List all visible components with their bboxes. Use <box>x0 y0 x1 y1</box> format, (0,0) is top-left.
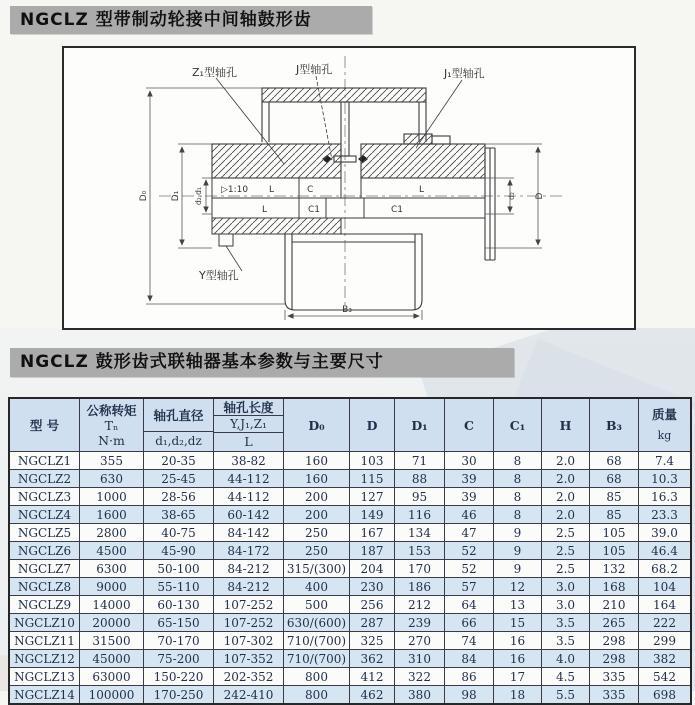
value-cell: 3.0 <box>542 578 590 595</box>
value-cell: 70-170 <box>144 632 214 649</box>
value-cell: 299 <box>653 633 676 648</box>
value-cell: 25-45 <box>144 470 214 487</box>
model-cell: NGCLZ6 <box>10 542 80 559</box>
value-cell: 200 <box>284 488 350 505</box>
header-D1: D₁ <box>395 399 445 451</box>
value-cell: 7.4 <box>654 453 675 468</box>
value-cell: 160 <box>284 470 350 487</box>
value-cell: 800 <box>284 686 350 703</box>
value-cell: 355 <box>80 452 144 469</box>
value-cell: 310 <box>395 650 445 667</box>
value-cell: 2.0 <box>542 470 590 487</box>
coupling-diagram-box <box>62 46 636 330</box>
value-cell: 15 <box>494 614 542 631</box>
header-C1: C₁ <box>494 399 542 451</box>
value-cell: 150-220 <box>144 668 214 685</box>
value-cell: 52 <box>445 542 494 559</box>
value-cell: 28-56 <box>144 488 214 505</box>
value-cell: 242-410 <box>214 686 284 703</box>
coupling-diagram <box>64 48 634 328</box>
value-cell: 63000 <box>80 668 144 685</box>
value-cell: 44-112 <box>214 488 284 505</box>
dim-C1-left-label: C1 <box>308 205 321 215</box>
value-cell: 149 <box>350 506 395 523</box>
dim-D1-label: D₁ <box>171 190 181 202</box>
header-mass: 质量 kg <box>651 407 677 442</box>
value-cell: 104 <box>653 579 676 594</box>
value-cell: 71 <box>395 452 445 469</box>
value-cell: 170 <box>395 560 445 577</box>
model-cell: NGCLZ9 <box>10 596 80 613</box>
value-cell: 382 <box>653 651 676 666</box>
dim-L-lower-label: L <box>262 205 268 215</box>
model-cell: NGCLZ8 <box>10 578 80 595</box>
value-cell: 4.5 <box>542 668 590 685</box>
value-cell: 95 <box>395 488 445 505</box>
value-cell: 107-302 <box>214 632 284 649</box>
value-cell: 132 <box>590 560 639 577</box>
value-cell: 210 <box>590 596 639 613</box>
value-cell: 500 <box>284 596 350 613</box>
value-cell: 186 <box>395 578 445 595</box>
value-cell: 127 <box>350 488 395 505</box>
value-cell: 298 <box>590 632 639 649</box>
value-cell: 800 <box>284 668 350 685</box>
value-cell: 134 <box>395 524 445 541</box>
value-cell: 170-250 <box>144 686 214 703</box>
value-cell: 68 <box>590 470 639 487</box>
value-cell: 2.5 <box>542 524 590 541</box>
value-cell: 100000 <box>80 686 144 703</box>
value-cell: 3.5 <box>542 632 590 649</box>
value-cell: 10.3 <box>651 471 678 486</box>
header-H: H <box>542 399 590 451</box>
value-cell: 84-172 <box>214 542 284 559</box>
value-cell: 315/(300) <box>284 560 350 577</box>
value-cell: 107-352 <box>214 650 284 667</box>
model-cell: NGCLZ4 <box>10 506 80 523</box>
value-cell: 46 <box>445 506 494 523</box>
header-bore-diameter: 轴孔直径 d₁,d₂,dz <box>144 399 214 451</box>
value-cell: 462 <box>350 686 395 703</box>
model-cell: NGCLZ14 <box>10 686 80 703</box>
value-cell: 107-252 <box>214 614 284 631</box>
table-row <box>10 613 690 631</box>
dim-B3-label: B₃ <box>342 305 352 315</box>
value-cell: 335 <box>590 668 639 685</box>
value-cell: 1000 <box>80 488 144 505</box>
dim-B3 <box>285 310 422 320</box>
value-cell: 13 <box>494 596 542 613</box>
value-cell: 16.3 <box>651 489 678 504</box>
value-cell: 2.0 <box>542 488 590 505</box>
value-cell: 9000 <box>80 578 144 595</box>
value-cell: 710/(700) <box>284 632 350 649</box>
value-cell: 2.0 <box>542 506 590 523</box>
table-row <box>10 631 690 649</box>
table-row <box>10 577 690 595</box>
value-cell: 250 <box>284 524 350 541</box>
table-row <box>10 667 690 685</box>
value-cell: 362 <box>350 650 395 667</box>
table-row <box>10 541 690 559</box>
dim-d2-label: d₂ <box>507 192 516 200</box>
value-cell: 2.5 <box>542 542 590 559</box>
value-cell: 298 <box>590 650 639 667</box>
dim-C1-right-label: C1 <box>391 205 404 215</box>
value-cell: 68.2 <box>651 561 678 576</box>
value-cell: 66 <box>445 614 494 631</box>
value-cell: 4500 <box>80 542 144 559</box>
value-cell: 88 <box>395 470 445 487</box>
dim-D-label: D <box>535 192 545 200</box>
value-cell: 103 <box>350 452 395 469</box>
value-cell: 52 <box>445 560 494 577</box>
taper-label: ▷1:10 <box>221 185 249 195</box>
value-cell: 8 <box>494 488 542 505</box>
value-cell: 3.0 <box>542 596 590 613</box>
value-cell: 86 <box>445 668 494 685</box>
value-cell: 204 <box>350 560 395 577</box>
value-cell: 2.5 <box>542 560 590 577</box>
value-cell: 212 <box>395 596 445 613</box>
value-cell: 45-90 <box>144 542 214 559</box>
value-cell: 167 <box>350 524 395 541</box>
value-cell: 46.4 <box>651 543 678 558</box>
header-C: C <box>445 399 494 451</box>
value-cell: 335 <box>590 686 639 703</box>
value-cell: 45000 <box>80 650 144 667</box>
table-header-row <box>10 399 690 451</box>
table-row <box>10 523 690 541</box>
value-cell: 187 <box>350 542 395 559</box>
value-cell: 20-35 <box>144 452 214 469</box>
value-cell: 38-65 <box>144 506 214 523</box>
value-cell: 74 <box>445 632 494 649</box>
dim-C-label: C <box>307 185 314 195</box>
value-cell: 107-252 <box>214 596 284 613</box>
value-cell: 84 <box>445 650 494 667</box>
value-cell: 23.3 <box>651 507 678 522</box>
value-cell: 84-212 <box>214 560 284 577</box>
value-cell: 84-212 <box>214 578 284 595</box>
section1-title: NGCLZ 型带制动轮接中间轴鼓形齿 <box>10 6 372 34</box>
table-row <box>10 685 690 703</box>
header-B3: B₃ <box>590 399 639 451</box>
value-cell: 64 <box>445 596 494 613</box>
bore-j1-label: J₁型轴孔 <box>444 67 485 80</box>
value-cell: 9 <box>494 524 542 541</box>
value-cell: 30 <box>445 452 494 469</box>
value-cell: 265 <box>590 614 639 631</box>
value-cell: 17 <box>494 668 542 685</box>
value-cell: 200 <box>284 506 350 523</box>
value-cell: 105 <box>590 542 639 559</box>
value-cell: 38-82 <box>214 452 284 469</box>
value-cell: 400 <box>284 578 350 595</box>
model-cell: NGCLZ10 <box>10 614 80 631</box>
value-cell: 153 <box>395 542 445 559</box>
dim-L-left-label: L <box>269 185 275 195</box>
dim-L-right-label: L <box>419 185 425 195</box>
bore-j-label: J型轴孔 <box>296 63 333 76</box>
value-cell: 50-100 <box>144 560 214 577</box>
value-cell: 40-75 <box>144 524 214 541</box>
value-cell: 9 <box>494 560 542 577</box>
value-cell: 84-142 <box>214 524 284 541</box>
value-cell: 412 <box>350 668 395 685</box>
value-cell: 16 <box>494 632 542 649</box>
value-cell: 105 <box>590 524 639 541</box>
model-cell: NGCLZ12 <box>10 650 80 667</box>
model-cell: NGCLZ3 <box>10 488 80 505</box>
table-row <box>10 595 690 613</box>
header-D: D <box>350 399 395 451</box>
section2-title: NGCLZ 鼓形齿式联轴器基本参数与主要尺寸 <box>10 348 514 377</box>
header-D0: D₀ <box>284 399 350 451</box>
value-cell: 202-352 <box>214 668 284 685</box>
value-cell: 1600 <box>80 506 144 523</box>
value-cell: 8 <box>494 470 542 487</box>
value-cell: 60-142 <box>214 506 284 523</box>
value-cell: 710/(700) <box>284 650 350 667</box>
value-cell: 8 <box>494 452 542 469</box>
value-cell: 44-112 <box>214 470 284 487</box>
value-cell: 250 <box>284 542 350 559</box>
value-cell: 12 <box>494 578 542 595</box>
value-cell: 18 <box>494 686 542 703</box>
model-cell: NGCLZ5 <box>10 524 80 541</box>
value-cell: 9 <box>494 542 542 559</box>
value-cell: 115 <box>350 470 395 487</box>
value-cell: 270 <box>395 632 445 649</box>
value-cell: 47 <box>445 524 494 541</box>
value-cell: 75-200 <box>144 650 214 667</box>
value-cell: 287 <box>350 614 395 631</box>
model-cell: NGCLZ7 <box>10 560 80 577</box>
value-cell: 20000 <box>80 614 144 631</box>
value-cell: 630/(600) <box>284 614 350 631</box>
value-cell: 39 <box>445 488 494 505</box>
model-cell: NGCLZ11 <box>10 632 80 649</box>
value-cell: 380 <box>395 686 445 703</box>
value-cell: 239 <box>395 614 445 631</box>
value-cell: 14000 <box>80 596 144 613</box>
value-cell: 630 <box>80 470 144 487</box>
value-cell: 57 <box>445 578 494 595</box>
table-row <box>10 451 690 469</box>
model-cell: NGCLZ13 <box>10 668 80 685</box>
value-cell: 116 <box>395 506 445 523</box>
value-cell: 68 <box>590 452 639 469</box>
value-cell: 168 <box>590 578 639 595</box>
table-row <box>10 559 690 577</box>
value-cell: 698 <box>653 687 676 702</box>
value-cell: 230 <box>350 578 395 595</box>
header-bore-length: 轴孔长度 Y,J₁,Z₁ L <box>214 399 284 451</box>
value-cell: 160 <box>284 452 350 469</box>
value-cell: 4.0 <box>542 650 590 667</box>
value-cell: 39.0 <box>651 525 678 540</box>
value-cell: 325 <box>350 632 395 649</box>
value-cell: 6300 <box>80 560 144 577</box>
table-body <box>10 451 690 703</box>
header-model: 型 号 <box>10 399 80 451</box>
value-cell: 65-150 <box>144 614 214 631</box>
dim-D0-label: D₀ <box>139 190 149 202</box>
dim-d2d1-label: d₂,d₁ <box>194 187 203 205</box>
model-cell: NGCLZ2 <box>10 470 80 487</box>
value-cell: 55-110 <box>144 578 214 595</box>
table-row <box>10 487 690 505</box>
value-cell: 256 <box>350 596 395 613</box>
value-cell: 2800 <box>80 524 144 541</box>
bore-z1-label: Z₁型轴孔 <box>192 66 237 79</box>
value-cell: 98 <box>445 686 494 703</box>
value-cell: 164 <box>653 597 676 612</box>
value-cell: 16 <box>494 650 542 667</box>
value-cell: 3.5 <box>542 614 590 631</box>
header-torque: 公称转矩 Tₙ N·m <box>80 399 144 451</box>
table-row <box>10 469 690 487</box>
value-cell: 2.0 <box>542 452 590 469</box>
table-row <box>10 505 690 523</box>
value-cell: 85 <box>590 506 639 523</box>
value-cell: 222 <box>653 615 676 630</box>
table-row <box>10 649 690 667</box>
value-cell: 542 <box>653 669 676 684</box>
bore-sections <box>212 178 485 246</box>
value-cell: 39 <box>445 470 494 487</box>
value-cell: 31500 <box>80 632 144 649</box>
model-cell: NGCLZ1 <box>10 452 80 469</box>
value-cell: 5.5 <box>542 686 590 703</box>
value-cell: 322 <box>395 668 445 685</box>
value-cell: 8 <box>494 506 542 523</box>
spec-table <box>8 397 692 705</box>
value-cell: 85 <box>590 488 639 505</box>
value-cell: 60-130 <box>144 596 214 613</box>
bore-y-label: Y型轴孔 <box>199 269 239 282</box>
